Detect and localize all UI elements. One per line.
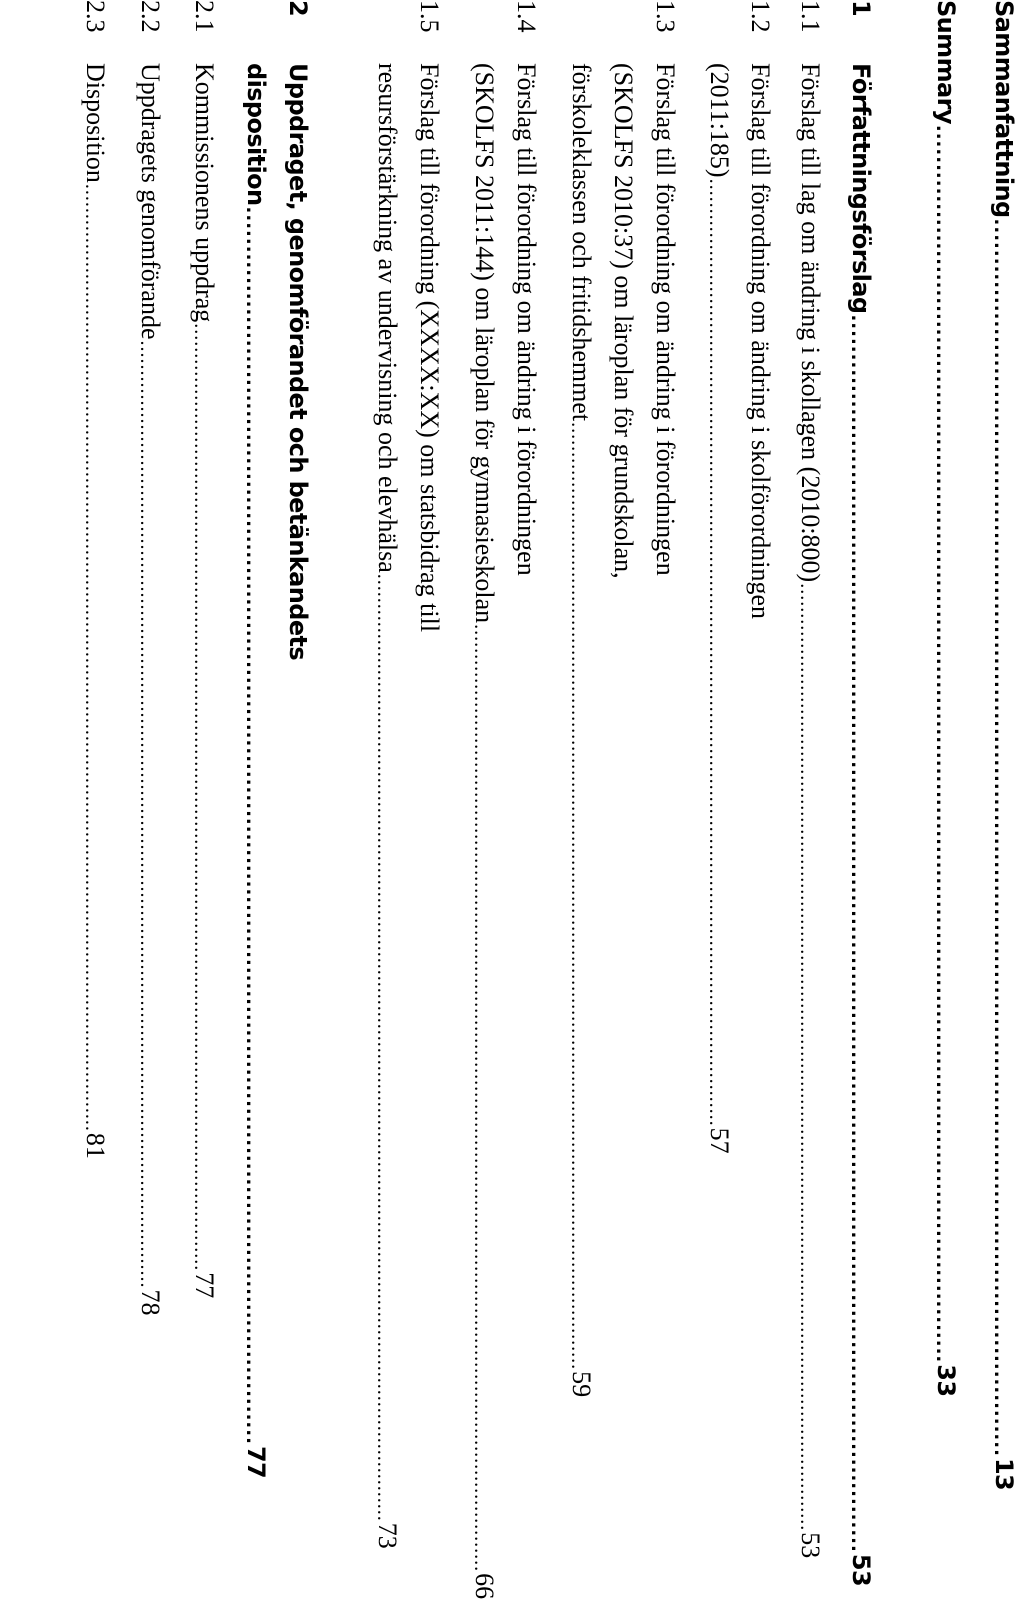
section-number: 2.3 xyxy=(81,0,110,33)
section-number: 1.5 xyxy=(415,0,444,33)
toc-leader: .............................................................................................................................................................. xyxy=(796,583,818,1532)
toc-page-number: 33 xyxy=(932,1364,960,1397)
toc-page-number: 81 xyxy=(81,1132,110,1159)
toc-label: Uppdraget, genomförandet och betänkandets xyxy=(284,63,312,661)
toc-chapter-1[interactable] xyxy=(847,0,887,1587)
toc-chapter-2[interactable] xyxy=(284,0,324,940)
toc-leader: .............................................................................................................................................................. xyxy=(242,206,263,1445)
toc-chapter-2-cont[interactable] xyxy=(242,0,282,1479)
toc-leader: .............................................................................................................................................................. xyxy=(190,323,212,1272)
chapter-number: 1 xyxy=(847,0,875,17)
toc-label: Förslag till förordning (XXXX:XX) om statsbidrag till xyxy=(415,63,444,633)
toc-page-number: 77 xyxy=(242,1445,270,1479)
section-number: 1.3 xyxy=(651,0,680,33)
toc-page-number: 53 xyxy=(796,1532,825,1559)
toc-section-1-3[interactable] xyxy=(650,0,690,940)
chapter-number: 2 xyxy=(284,0,312,17)
toc-label: Summary xyxy=(932,0,960,124)
toc-page-number: 59 xyxy=(567,1371,596,1398)
toc-leader: .............................................................................................................................................................. xyxy=(567,422,589,1371)
toc-leader: .............................................................................................................................................................. xyxy=(847,314,868,1553)
toc-label: Sammanfattning xyxy=(990,0,1018,218)
toc-section-1-2[interactable] xyxy=(745,0,785,940)
toc-section-1-2-cont[interactable] xyxy=(704,0,744,1154)
toc-leader: .............................................................................................................................................................. xyxy=(373,573,395,1522)
toc-label: (SKOLFS 2010:37) om läroplan för grundskolan, xyxy=(609,63,638,579)
toc-page-number: 77 xyxy=(190,1272,219,1299)
toc-section-2-1[interactable] xyxy=(189,0,229,1299)
toc-section-2-2[interactable] xyxy=(135,0,175,1316)
section-number: 2.1 xyxy=(190,0,219,33)
toc-label: (2011:185) xyxy=(705,63,734,178)
toc-page-number: 57 xyxy=(705,1127,734,1154)
toc-page-number: 13 xyxy=(990,1457,1018,1491)
toc-leader: .............................................................................................................................................................. xyxy=(136,340,158,1289)
toc-page-number: 73 xyxy=(373,1522,402,1549)
toc-section-1-5-cont[interactable] xyxy=(372,0,412,1549)
section-number: 1.1 xyxy=(796,0,825,33)
section-number: 1.2 xyxy=(746,0,775,33)
toc-leader: .............................................................................................................................................................. xyxy=(932,124,953,1364)
toc-label: Kommissionens uppdrag xyxy=(190,63,219,323)
toc-section-2-3[interactable] xyxy=(80,0,120,1159)
toc-page-number: 53 xyxy=(847,1553,875,1587)
toc-label: förskoleklassen och fritidshemmet xyxy=(567,63,596,422)
toc-label: Disposition xyxy=(81,63,110,183)
toc-label: disposition xyxy=(242,63,270,206)
toc-section-1-3-cont[interactable] xyxy=(566,0,606,1398)
toc-page-number: 78 xyxy=(136,1289,165,1316)
toc-label: Uppdragets genomförande xyxy=(136,63,165,340)
toc-label: Förslag till lag om ändring i skollagen (2010:800) xyxy=(796,63,825,583)
toc-section-1-1[interactable] xyxy=(795,0,835,1559)
toc-label: (SKOLFS 2011:144) om läroplan för gymnasieskolan xyxy=(470,63,499,624)
toc-entry-sammanfattning[interactable] xyxy=(990,0,1030,1491)
toc-leader: .............................................................................................................................................................. xyxy=(990,218,1011,1457)
toc-leader: .............................................................................................................................................................. xyxy=(470,624,492,1573)
toc-label: resursförstärkning av undervisning och elevhälsa xyxy=(373,63,402,573)
toc-section-1-4[interactable] xyxy=(511,0,551,940)
toc-section-1-3-cont[interactable] xyxy=(608,0,648,940)
section-number: 2.2 xyxy=(136,0,165,33)
toc-leader: .............................................................................................................................................................. xyxy=(81,183,103,1132)
toc-page-number: 66 xyxy=(470,1573,499,1599)
section-number: 1.4 xyxy=(512,0,541,33)
toc-section-1-4-cont[interactable] xyxy=(469,0,509,1599)
toc-label: Förslag till förordning om ändring i förordningen xyxy=(651,63,680,576)
toc-label: Förslag till förordning om ändring i förordningen xyxy=(512,63,541,576)
toc-entry-summary[interactable] xyxy=(932,0,972,1397)
toc-label: Förslag till förordning om ändring i skolförordningen xyxy=(746,63,775,620)
toc-leader: .............................................................................................................................................................. xyxy=(705,178,727,1127)
toc-label: Författningsförslag xyxy=(847,63,875,314)
toc-section-1-5[interactable] xyxy=(414,0,454,940)
